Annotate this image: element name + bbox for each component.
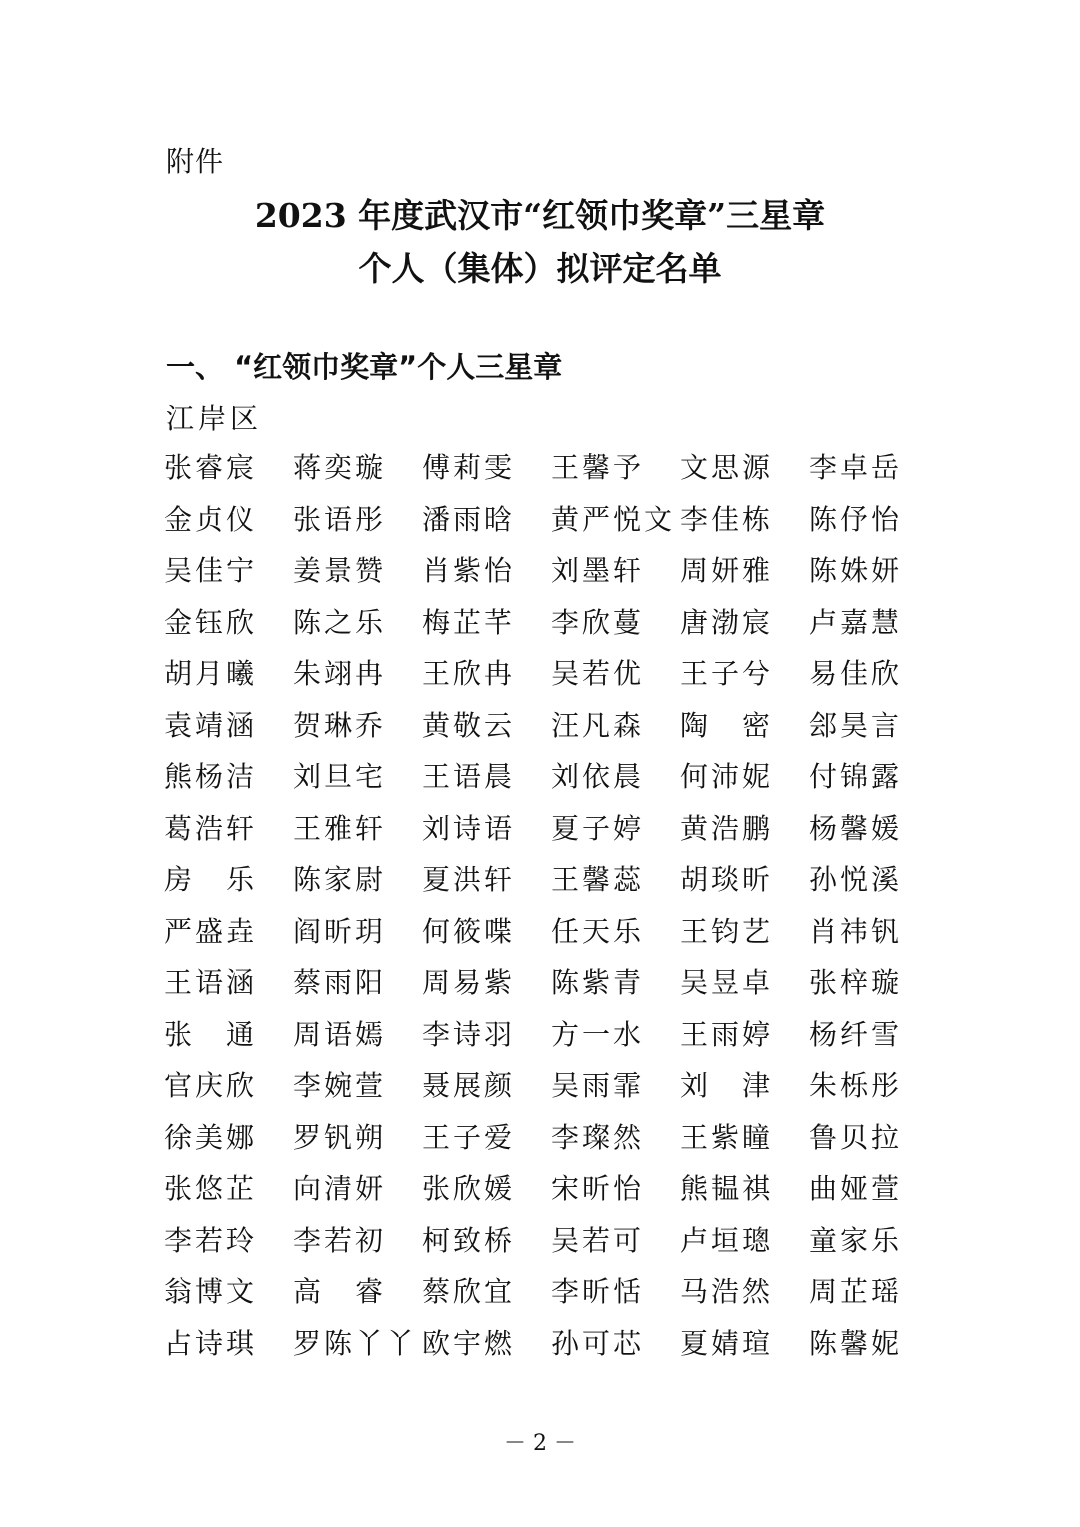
name-list	[164, 447, 964, 1374]
name-entry: 吴昱卓	[680, 966, 774, 999]
name-entry: 陈紫青	[551, 966, 645, 999]
name-entry: 郐昊言	[809, 708, 903, 742]
name-entry: 金钰欣	[164, 605, 258, 639]
page-number: － 2 －	[504, 1431, 576, 1456]
name-entry: 占诗琪	[164, 1326, 258, 1360]
name-entry: 李若初	[293, 1223, 387, 1257]
name-entry: 童家乐	[809, 1223, 903, 1257]
name-entry: 方一水	[551, 1017, 645, 1051]
name-entry: 杨馨媛	[809, 811, 903, 845]
name-entry: 曲娅萱	[809, 1172, 903, 1205]
document-title-line-1: 2023 年度武汉市“红领巾奖章”三星章	[254, 196, 826, 235]
name-entry: 翁博文	[164, 1275, 258, 1308]
name-entry: 马浩然	[680, 1275, 774, 1308]
name-entry: 胡琰昕	[680, 863, 774, 896]
name-entry: 易佳欣	[809, 657, 903, 690]
name-entry: 张睿宸	[164, 451, 258, 484]
name-entry: 陈伃怡	[809, 502, 903, 536]
name-entry: 文思源	[680, 451, 774, 484]
name-entry: 王语涵	[164, 966, 258, 999]
name-entry: 刘依晨	[551, 760, 645, 793]
name-entry: 吴若可	[551, 1223, 645, 1257]
name-entry: 姜景赞	[293, 554, 387, 587]
name-entry: 黄严悦文	[551, 502, 676, 536]
name-entry: 梅芷芊	[422, 605, 516, 639]
name-entry: 张梓璇	[809, 966, 903, 999]
name-entry: 王钧艺	[680, 914, 774, 948]
name-entry: 鲁贝拉	[809, 1120, 903, 1154]
document-title-line-2: 个人（集体）拟评定名单	[358, 249, 722, 288]
name-entry: 吴佳宁	[164, 554, 258, 587]
name-entry: 蔡欣宜	[422, 1275, 516, 1308]
name-entry: 陈姝妍	[809, 554, 903, 587]
name-entry: 王子爱	[422, 1120, 516, 1154]
name-entry: 李璨然	[551, 1120, 645, 1154]
name-entry: 朱栎彤	[809, 1069, 903, 1102]
name-entry: 欧宇燃	[422, 1326, 516, 1360]
name-entry: 唐渤宸	[680, 605, 774, 639]
name-entry: 刘旦宅	[293, 760, 387, 793]
name-entry: 房 乐	[164, 863, 258, 896]
name-entry: 黄敬云	[422, 708, 516, 742]
name-entry: 李卓岳	[809, 451, 903, 484]
name-entry: 陶 密	[680, 708, 774, 742]
name-entry: 李婉萱	[293, 1069, 387, 1102]
name-entry: 周芷瑶	[809, 1275, 903, 1308]
name-entry: 卢垣璁	[680, 1223, 774, 1257]
name-entry: 刘 津	[680, 1069, 774, 1102]
name-entry: 蒋奕璇	[293, 451, 387, 484]
name-entry: 肖紫怡	[422, 554, 516, 587]
name-entry: 袁靖涵	[164, 708, 258, 742]
name-entry: 高 睿	[293, 1275, 387, 1308]
name-entry: 李欣蔓	[551, 605, 645, 639]
name-entry: 王语晨	[422, 760, 516, 793]
name-entry: 何沛妮	[680, 760, 774, 793]
name-entry: 汪凡森	[551, 708, 645, 742]
name-entry: 朱翊冉	[293, 657, 387, 690]
name-entry: 何筱喋	[422, 914, 516, 948]
name-entry: 夏洪轩	[422, 863, 516, 896]
name-entry: 周易紫	[422, 966, 516, 999]
name-entry: 王雨婷	[680, 1017, 774, 1051]
name-entry: 蔡雨阳	[293, 966, 387, 999]
name-entry: 徐美娜	[164, 1120, 258, 1154]
name-entry: 夏婧瑄	[680, 1326, 774, 1360]
name-entry: 付锦露	[809, 760, 903, 793]
name-entry: 向清妍	[293, 1172, 387, 1205]
name-entry: 吴雨霏	[551, 1069, 645, 1102]
name-entry: 阎昕玥	[293, 914, 387, 948]
name-entry: 柯致桥	[422, 1223, 516, 1257]
name-entry: 李诗羽	[422, 1017, 516, 1051]
name-entry: 张欣媛	[422, 1172, 516, 1205]
name-entry: 陈馨妮	[809, 1326, 903, 1360]
name-entry: 王雅轩	[293, 811, 387, 845]
name-entry: 潘雨晗	[422, 502, 516, 536]
name-entry: 张悠芷	[164, 1172, 258, 1205]
name-entry: 聂展颜	[422, 1069, 516, 1102]
name-entry: 胡月曦	[164, 657, 258, 690]
name-entry: 张语彤	[293, 502, 387, 536]
name-entry: 陈之乐	[293, 605, 387, 639]
name-entry: 刘诗语	[422, 811, 516, 845]
name-entry: 孙悦溪	[809, 863, 903, 896]
section-heading: 一、 “红领巾奖章”个人三星章	[166, 350, 563, 384]
name-entry: 夏子婷	[551, 811, 645, 845]
name-entry: 王馨蕊	[551, 863, 645, 896]
name-entry: 官庆欣	[164, 1069, 258, 1102]
name-entry: 李昕恬	[551, 1275, 645, 1308]
name-entry: 金贞仪	[164, 502, 258, 536]
name-entry: 贺琳乔	[293, 708, 387, 742]
name-entry: 熊韫祺	[680, 1172, 774, 1205]
name-entry: 黄浩鹏	[680, 811, 774, 845]
name-entry: 王子兮	[680, 657, 774, 690]
name-entry: 王欣冉	[422, 657, 516, 690]
name-entry: 罗钒朔	[293, 1120, 387, 1154]
name-entry: 卢嘉慧	[809, 605, 903, 639]
name-entry: 张 通	[164, 1017, 258, 1051]
name-entry: 吴若优	[551, 657, 645, 690]
name-entry: 周语嫣	[293, 1017, 387, 1051]
name-entry: 严盛垚	[164, 914, 258, 948]
district-label: 江岸区	[166, 402, 263, 435]
attachment-label: 附件	[166, 145, 225, 178]
name-entry: 熊杨洁	[164, 760, 258, 793]
name-entry: 李佳栋	[680, 502, 774, 536]
name-entry: 陈家尉	[293, 863, 387, 896]
name-entry: 杨纤雪	[809, 1017, 903, 1051]
name-entry: 葛浩轩	[164, 811, 258, 845]
name-entry: 王馨予	[551, 451, 645, 484]
name-entry: 王紫瞳	[680, 1120, 774, 1154]
name-entry: 罗陈丫丫	[293, 1326, 418, 1360]
name-entry: 刘墨轩	[551, 554, 645, 587]
name-entry: 孙可芯	[551, 1326, 645, 1360]
name-entry: 任天乐	[551, 914, 645, 948]
name-entry: 肖祎钒	[809, 914, 903, 948]
name-entry: 宋昕怡	[551, 1172, 645, 1205]
name-entry: 李若玲	[164, 1223, 258, 1257]
name-entry: 傅莉雯	[422, 451, 516, 484]
name-entry: 周妍雅	[680, 554, 774, 587]
